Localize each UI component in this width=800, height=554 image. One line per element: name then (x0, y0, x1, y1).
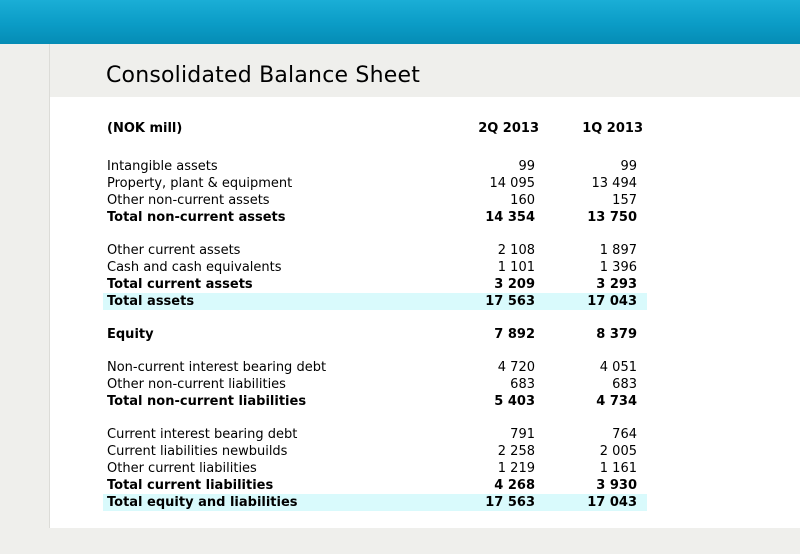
value-1q: 1 161 (599, 461, 637, 476)
bottom-band (0, 528, 800, 554)
total-row (103, 477, 647, 494)
value-2q: 4 268 (494, 478, 535, 493)
value-1q: 2 005 (599, 444, 637, 459)
value-1q: 764 (612, 427, 637, 442)
row-label: Total non-current assets (107, 210, 286, 225)
value-2q: 14 354 (485, 210, 535, 225)
value-2q: 3 209 (494, 277, 535, 292)
spacer (103, 410, 647, 426)
row-label: Property, plant & equipment (107, 176, 293, 191)
value-1q: 17 043 (587, 294, 637, 309)
value-1q: 157 (612, 193, 637, 208)
spacer (103, 343, 647, 359)
balance-sheet-table (103, 120, 647, 511)
row-label: Total assets (107, 294, 195, 309)
value-1q: 13 494 (591, 176, 637, 191)
value-2q: 2 258 (497, 444, 535, 459)
table-row (103, 359, 647, 376)
grand-total-row (103, 293, 647, 310)
page-title: Consolidated Balance Sheet (106, 63, 421, 88)
total-row (103, 209, 647, 226)
spacer (103, 310, 647, 326)
value-1q: 17 043 (587, 495, 637, 510)
row-label: Non-current interest bearing debt (107, 360, 327, 375)
column-header-1q-2013: 1Q 2013 (582, 121, 643, 136)
top-banner (0, 0, 800, 44)
value-1q: 1 396 (599, 260, 637, 275)
value-2q: 99 (518, 159, 535, 174)
value-2q: 14 095 (489, 176, 535, 191)
table-row (103, 175, 647, 192)
value-2q: 1 101 (497, 260, 535, 275)
table-row (103, 426, 647, 443)
value-2q: 17 563 (485, 294, 535, 309)
value-1q: 3 293 (596, 277, 637, 292)
row-label: Total current assets (107, 277, 253, 292)
row-label: Cash and cash equivalents (107, 260, 282, 275)
value-2q: 7 892 (494, 327, 535, 342)
value-1q: 4 051 (599, 360, 637, 375)
value-1q: 1 897 (599, 243, 637, 258)
table-row (103, 460, 647, 477)
column-header-2q-2013: 2Q 2013 (478, 121, 539, 136)
total-row (103, 276, 647, 293)
value-1q: 8 379 (596, 327, 637, 342)
row-label: Current interest bearing debt (107, 427, 298, 442)
spacer (103, 142, 647, 158)
table-row (103, 158, 647, 175)
spacer (103, 226, 647, 242)
value-1q: 13 750 (587, 210, 637, 225)
table-row (103, 242, 647, 259)
row-label: Other non-current liabilities (107, 377, 286, 392)
value-2q: 160 (510, 193, 535, 208)
value-1q: 683 (612, 377, 637, 392)
table-row (103, 443, 647, 460)
grand-total-row (103, 494, 647, 511)
value-2q: 1 219 (497, 461, 535, 476)
table-row (103, 192, 647, 209)
row-label: Current liabilities newbuilds (107, 444, 288, 459)
row-label: Intangible assets (107, 159, 218, 174)
value-2q: 2 108 (497, 243, 535, 258)
table-header-row (103, 120, 647, 142)
left-margin-strip (0, 44, 50, 554)
value-1q: 99 (620, 159, 637, 174)
value-2q: 5 403 (494, 394, 535, 409)
value-1q: 3 930 (596, 478, 637, 493)
row-label: Total equity and liabilities (107, 495, 298, 510)
row-label: Other current assets (107, 243, 241, 258)
row-label: Other current liabilities (107, 461, 257, 476)
value-2q: 17 563 (485, 495, 535, 510)
row-label: Other non-current assets (107, 193, 270, 208)
row-label: Total current liabilities (107, 478, 274, 493)
row-label: Equity (107, 327, 154, 342)
unit-label: (NOK mill) (107, 121, 183, 136)
value-2q: 683 (510, 377, 535, 392)
table-row (103, 259, 647, 276)
row-label: Total non-current liabilities (107, 394, 307, 409)
total-row (103, 393, 647, 410)
table-row (103, 376, 647, 393)
value-1q: 4 734 (596, 394, 637, 409)
equity-row (103, 326, 647, 343)
value-2q: 791 (510, 427, 535, 442)
value-2q: 4 720 (497, 360, 535, 375)
